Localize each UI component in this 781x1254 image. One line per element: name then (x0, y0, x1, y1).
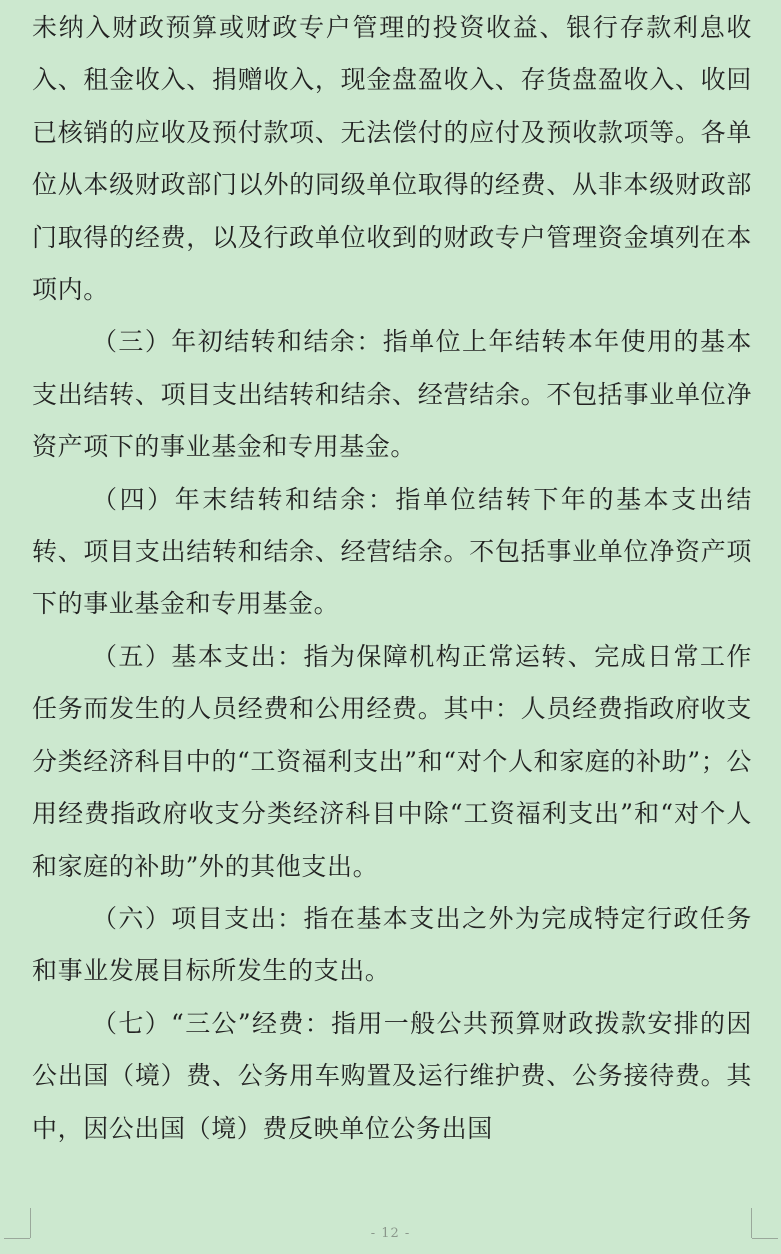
paragraph-three-public-expenses: （七）“三公”经费：指用一般公共预算财政拨款安排的因公出国（境）费、公务用车购置及运行维护费、公务接待费。其中，因公出国（境）费反映单位公务出国 (32, 1008, 752, 1143)
document-body (32, 2, 752, 1155)
paragraph-basic-expenditure: （五）基本支出：指为保障机构正常运转、完成日常工作任务而发生的人员经费和公用经费。其中：人员经费指政府收支分类经济科目中的“工资福利支出”和“对个人和家庭的补助”；公用经费指政府收支分类经济科目中除“工资福利支出”和“对个人和家庭的补助”外的其他支出。 (32, 641, 752, 881)
paragraph-income-continued: 未纳入财政预算或财政专户管理的投资收益、银行存款利息收入、租金收入、捐赠收入，现金盘盈收入、存货盘盈收入、收回已核销的应收及预付款项、无法偿付的应付及预收款项等。各单位从本级财政部门以外的同级单位取得的经费、从非本级财政部门取得的经费，以及行政单位收到的财政专户管理资金填列在本项内。 (32, 13, 752, 305)
paragraph-opening-carryover: （三）年初结转和结余：指单位上年结转本年使用的基本支出结转、项目支出结转和结余、经营结余。不包括事业单位净资产项下的事业基金和专用基金。 (32, 327, 752, 462)
paragraph-project-expenditure: （六）项目支出：指在基本支出之外为完成特定行政任务和事业发展目标所发生的支出。 (32, 903, 752, 986)
paragraph-closing-carryover: （四）年末结转和结余：指单位结转下年的基本支出结转、项目支出结转和结余、经营结余。不包括事业单位净资产项下的事业基金和专用基金。 (32, 484, 752, 619)
page-number: - 12 - (370, 1226, 411, 1241)
